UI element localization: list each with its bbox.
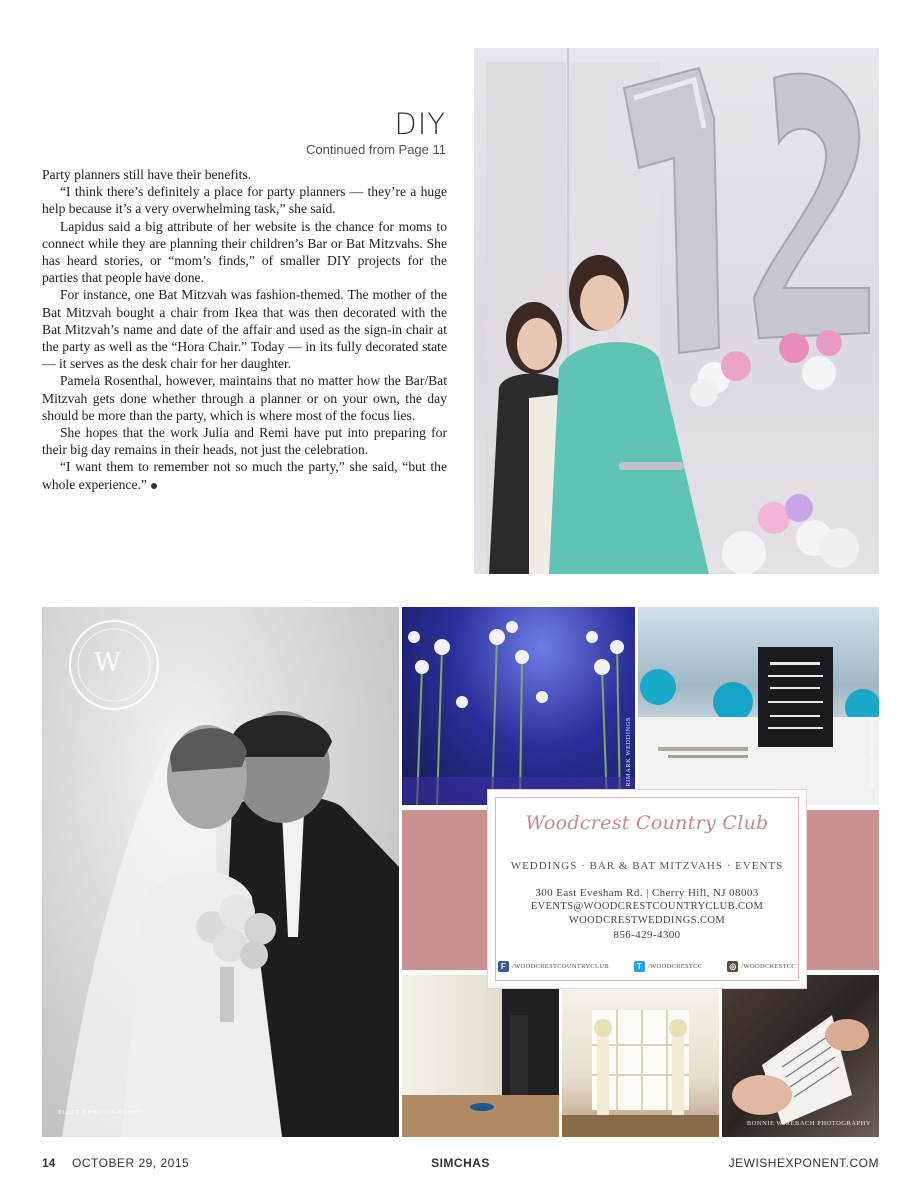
ad-contact-block [488, 886, 806, 942]
table-setting-illustration [638, 607, 879, 805]
ad-phone: 856-429-4300 [613, 929, 681, 941]
table-setting-photo [638, 607, 879, 805]
final-sentence: “I want them to remember not so much the party,” she said, “but the whole experience.” [42, 459, 447, 492]
curtain-illustration [402, 975, 559, 1137]
flowers-photo [402, 607, 635, 805]
ad-website[interactable]: WOODCRESTWEDDINGS.COM [568, 915, 726, 926]
hall-illustration [562, 990, 719, 1137]
ad-social-links [498, 961, 796, 972]
ad-tagline: WEDDINGS · BAR & BAT MITZVAHS · EVENTS [510, 860, 784, 872]
twitter-handle: /WOODCRESTCC [647, 963, 703, 970]
facebook-icon: F [498, 961, 509, 972]
page-footer [42, 1156, 879, 1174]
svg-text:W: W [94, 648, 121, 678]
menu-illustration [722, 975, 879, 1137]
bat-mitzvah-photo [474, 48, 879, 574]
flowers-illustration [402, 607, 635, 805]
issue-date: OCTOBER 29, 2015 [72, 1156, 190, 1170]
section-title: DIY [394, 107, 446, 141]
photo-credit-rimark: RIMARK WEDDINGS [625, 717, 632, 787]
article-paragraph: Lapidus said a big attribute of her website is the chance for moms to connect while they are planning their children’s Bar or Bat Mitzvahs. She has heard stories, or “mom’s finds,” of smaller DIY projects for the parties that people have done. [42, 218, 447, 286]
social-link-facebook[interactable] [498, 961, 609, 972]
pink-panel-left [402, 810, 492, 970]
hall-photo [562, 990, 719, 1137]
page-number: 14 [42, 1156, 56, 1170]
instagram-handle: /WOODCRESTCC [741, 963, 796, 970]
ad-email[interactable]: EVENTS@WOODCRESTCOUNTRYCLUB.COM [530, 901, 764, 912]
pink-panel-right [804, 810, 879, 970]
article-paragraph: For instance, one Bat Mitzvah was fashion-themed. The mother of the Bat Mitzvah bought a chair from Ikea that was then decorated with the Bat Mitzvah’s name and date of the affair and used as the sign-in chair at the party as well as the “Hora Chair.” Today — in its fully decorated state — it serves as the desk chair for her daughter. [42, 287, 447, 372]
photo-credit-plate3: PLATE 3 PHOTOGRAPHY [58, 1109, 142, 1116]
instagram-icon: ◎ [729, 962, 737, 971]
article-paragraph: She hopes that the work Julia and Remi have put into preparing for their big day remains in their heads, not just the celebration. [42, 425, 447, 458]
article-paragraph [42, 458, 447, 492]
curtain-photo [402, 975, 559, 1137]
article-heading [40, 108, 446, 157]
ad-address: 300 East Evesham Rd. | Cherry Hill, NJ 08003 [535, 887, 759, 899]
wedding-photo [42, 607, 399, 1137]
article-body [42, 166, 447, 493]
menu-photo [722, 975, 879, 1137]
bat-mitzvah-illustration [474, 48, 879, 574]
photo-credit-rimark-2: RIMARK WEDDINGS [869, 717, 876, 787]
twitter-icon: T [634, 961, 645, 972]
ad-club-name: Woodcrest Country Club [525, 812, 769, 834]
continued-note: Continued from Page 11 [306, 142, 446, 157]
end-mark-icon [151, 483, 157, 489]
social-link-instagram[interactable] [727, 961, 796, 972]
article-paragraph: “I think there’s definitely a place for party planners — they’re a huge help because it’s a very overwhelming task,” she said. [42, 184, 447, 217]
woodcrest-ad [488, 790, 806, 988]
photo-credit-bonnie: BONNIE WIREBACH PHOTOGRAPHY [746, 1120, 871, 1127]
article-paragraph: Party planners still have their benefits. [42, 167, 252, 182]
article-paragraph: Pamela Rosenthal, however, maintains that no matter how the Bar/Bat Mitzvah gets done whether through a planner or on your own, the day should be more than the party, which is where most of the focus lies. [42, 373, 447, 423]
website-link[interactable]: JEWISHEXPONENT.COM [728, 1156, 879, 1170]
social-link-twitter[interactable] [634, 961, 703, 972]
facebook-handle: /WOODCRESTCOUNTRYCLUB [512, 963, 609, 970]
wedding-illustration [42, 607, 399, 1137]
section-name: SIMCHAS [431, 1156, 490, 1170]
